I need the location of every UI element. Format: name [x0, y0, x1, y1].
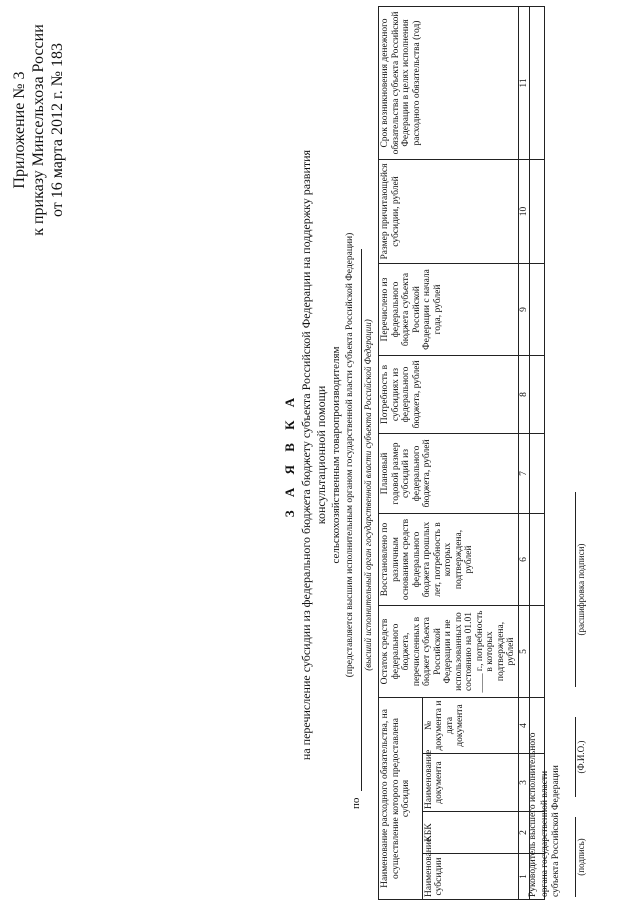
- po-caption: (высший исполнительный орган государственной власти субъекта Российской Федерации): [363, 319, 373, 671]
- head-signature-label: [528, 727, 563, 897]
- col-num-10: 10: [518, 160, 530, 264]
- col-header-3: Наименование документа: [422, 754, 518, 812]
- fio-caption: (Ф.И.О.): [576, 740, 586, 774]
- col-num-1: 1: [518, 854, 530, 900]
- po-field: [350, 249, 362, 809]
- head-line-2: органа государственной власти: [539, 770, 550, 897]
- head-line-3: субъекта Российской Федерации: [551, 765, 561, 897]
- cell: [530, 606, 545, 698]
- po-underline: [361, 249, 362, 791]
- appendix-order: к приказу Минсельхоза России: [30, 24, 47, 236]
- col-num-5: 5: [518, 606, 530, 698]
- col-header-10: Размер причитающейся субсидии, рублей: [379, 160, 519, 264]
- col-num-2: 2: [518, 812, 530, 854]
- col-header-11: Срок возникновения денежного обязательства субъекта Российской Федерации в целях исполнения расходного обязательства (год): [379, 7, 519, 160]
- submission-note: (представляется высшим исполнительным органом государственной власти субъекта Российской Федерации): [345, 232, 355, 678]
- document-subtitle-2: сельскохозяйственным товаропроизводителям: [330, 346, 342, 564]
- signature-field: [575, 817, 587, 897]
- col-num-6: 6: [518, 514, 530, 606]
- appendix-header: [10, 0, 67, 260]
- col-header-5: Остаток средств федерального бюджета, перечисленных в бюджет субъекта Российской Федерации и не использованных по состоянию на 01.01 ____ г., потребность в которых подтверждена, рублей: [379, 606, 519, 698]
- subsidy-table: [378, 6, 545, 900]
- col-header-9: Перечислено из федерального бюджета субъекта Российской Федерации с начала года, рублей: [379, 264, 519, 356]
- col-num-3: 3: [518, 754, 530, 812]
- title-block: [282, 105, 357, 805]
- decode-caption: (расшифровка подписи): [576, 543, 586, 636]
- appendix-date: от 16 марта 2012 г. № 183: [49, 43, 66, 217]
- po-label: по: [350, 797, 362, 809]
- appendix-number: Приложение № 3: [11, 71, 28, 189]
- fio-field: [575, 717, 587, 797]
- col-num-8: 8: [518, 356, 530, 434]
- col-num-9: 9: [518, 264, 530, 356]
- cell: [530, 7, 545, 160]
- col-header-4: № документа и дата документа: [422, 698, 518, 754]
- col-num-11: 11: [518, 7, 530, 160]
- decode-field: [575, 492, 587, 687]
- group-header: Наименование расходного обязательства, на осуществление которого предоставлена субсидия: [379, 698, 423, 900]
- col-num-7: 7: [518, 434, 530, 514]
- col-header-2: КБК: [422, 812, 518, 854]
- cell: [530, 514, 545, 606]
- signature-caption: (подпись): [576, 838, 586, 876]
- cell: [530, 160, 545, 264]
- head-line-1: Руководитель высшего исполнительного: [528, 732, 538, 897]
- col-header-8: Потребность в субсидиях из федерального бюджета, рублей: [379, 356, 519, 434]
- col-header-1: Наименование субсидии: [422, 854, 518, 900]
- col-num-4: 4: [518, 698, 530, 754]
- header-row-1: [379, 7, 423, 900]
- document-title: З А Я В К А: [282, 392, 297, 518]
- document-subtitle: на перечисление субсидии из федерального бюджета бюджету субъекта Российской Федерации на поддержку развития консультационной помощи: [299, 149, 328, 761]
- col-header-6: Восстановлено по различным основаниям средств федерального бюджета прошлых лет, потребность в которых подтверждена, рублей: [379, 514, 519, 606]
- cell: [530, 434, 545, 514]
- cell: [530, 264, 545, 356]
- cell: [530, 356, 545, 434]
- col-header-7: Плановый годовой размер субсидий из федерального бюджета, рублей: [379, 434, 519, 514]
